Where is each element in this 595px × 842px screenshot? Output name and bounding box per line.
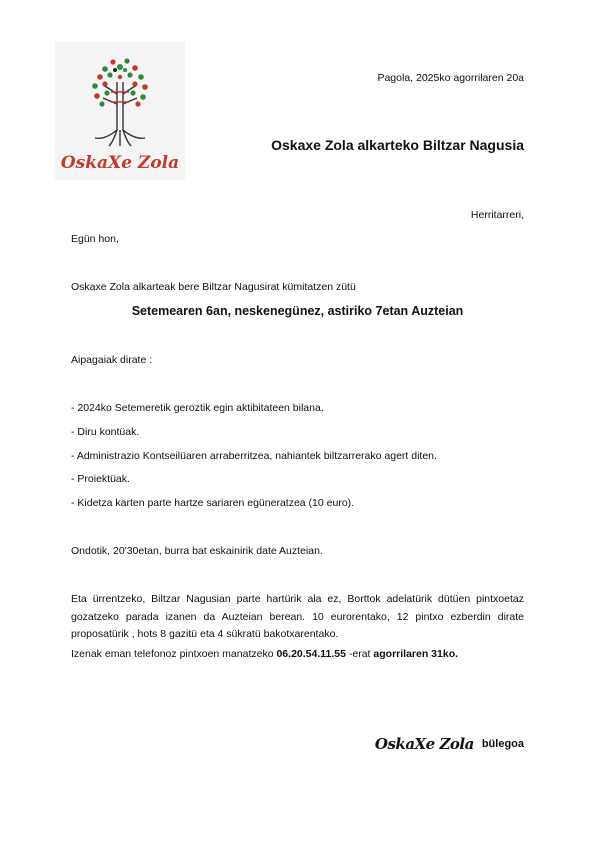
registration-deadline: agorrilaren 31ko. bbox=[373, 648, 459, 660]
after-meeting-text: Ondotik, 20'30etan, burra bat eskainirik date Auzteian. bbox=[71, 545, 323, 557]
greeting: Egün hon, bbox=[71, 233, 119, 245]
agenda-intro: Aipagaiak dirate : bbox=[71, 354, 153, 366]
association-logo bbox=[55, 42, 185, 180]
tree-canopy bbox=[92, 58, 148, 106]
agenda-item: - Diru kontüak. bbox=[71, 426, 140, 438]
agenda-item: - 2024ko Setemeretik geroztik egin aktibitateen bilana. bbox=[71, 402, 324, 414]
signature bbox=[375, 735, 524, 753]
meeting-headline: Setemearen 6an, neskenegünez, astiriko 7etan Auzteian bbox=[131, 304, 464, 318]
registration-middle: -erat bbox=[345, 648, 374, 660]
salutation-addressee: Herritarreri, bbox=[470, 209, 524, 221]
registration-prefix: Izenak eman telefonoz pintxoen manatzeko bbox=[71, 648, 277, 660]
agenda-item: - Administrazio Kontseilüaren arraberritzea, nahiantek biltzarrerako agert diten. bbox=[71, 450, 437, 462]
signature-brand: OskaXe Zola bbox=[374, 735, 474, 753]
pintxo-paragraph: Eta ürrentzeko, Biltzar Nagusian parte hartürik ala ez, Borttok adelatürik dütüen pintxoetaz gozatzeko parada izanen da Auzteian berean. 10 eurorentako, 12 pintxo ezberdin dirate proposatürik , hots 8 gazitü eta 4 sükratü bakotxarentako. bbox=[71, 593, 524, 640]
agenda-item: - Proiektüak. bbox=[71, 473, 130, 485]
place-date: Pagola, 2025ko agorrilaren 20a bbox=[377, 72, 524, 84]
convocation-text: Oskaxe Zola alkarteak bere Biltzar Nagusirat kümitatzen zütü bbox=[71, 281, 356, 293]
phone-number: 06.20.54.11.55 bbox=[276, 648, 346, 660]
agenda-item: - Kidetza karten parte hartze sariaren egüneratzea (10 euro). bbox=[71, 497, 355, 509]
svg-text:OskaXe Zola: OskaXe Zola bbox=[60, 153, 180, 173]
association-title: Oskaxe Zola alkarteko Biltzar Nagusia bbox=[271, 137, 524, 153]
signature-office: bülegoa bbox=[481, 738, 524, 750]
tree-logo-icon bbox=[55, 42, 185, 180]
registration-paragraph bbox=[71, 647, 458, 661]
tree-trunk bbox=[95, 82, 145, 146]
logo-wordmark bbox=[61, 153, 179, 173]
